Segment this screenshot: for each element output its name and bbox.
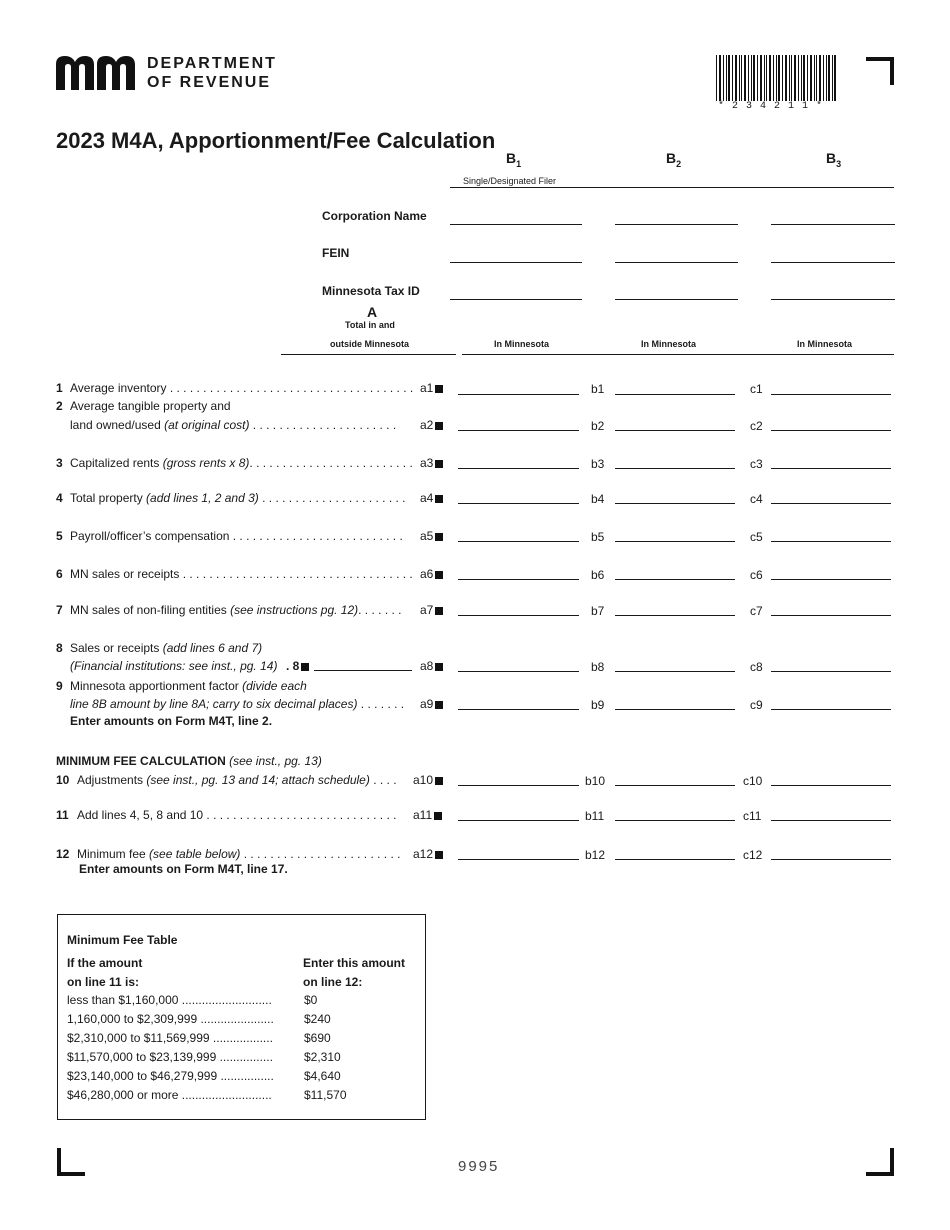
form-code: 9995	[458, 1158, 500, 1175]
line-6-a-label	[420, 567, 443, 581]
fein-b2-input[interactable]	[615, 248, 738, 263]
tax-id-b3-input[interactable]	[771, 285, 895, 300]
line-3-textc: . . . . . . . . . . . . . . . . . . . . . . . . .	[249, 456, 413, 470]
line-3-text	[70, 456, 415, 470]
line-1-text: Average inventory . . . . . . . . . . . . . . . . . . . . . . . . . . . . . . . . . . . . .	[70, 381, 414, 395]
line-4-a-code: a4	[420, 491, 434, 505]
line-12-b-label: b12	[585, 848, 606, 862]
line-12-textb: (see table below)	[149, 847, 241, 861]
line-12-b-input[interactable]	[615, 845, 735, 860]
column-b-rule	[462, 354, 894, 355]
line-4-number: 4	[56, 491, 63, 505]
line-10-a-input[interactable]	[458, 771, 579, 786]
line-12-a-code: a12	[413, 847, 434, 861]
required-marker-icon	[435, 777, 443, 785]
line-8-c-label: c8	[750, 660, 763, 674]
line-12-text2: Enter amounts on Form M4T, line 17.	[79, 862, 288, 876]
column-b-in-mn: In Minnesota	[494, 339, 550, 349]
line-8-a-input[interactable]	[458, 657, 579, 672]
line-2-text2c: . . . . . . . . . . . . . . . . . . . . . .	[249, 418, 397, 432]
tax-id-label: Minnesota Tax ID	[322, 284, 420, 298]
line-9-a-input[interactable]	[458, 695, 579, 710]
column-a-note1: Total in and	[345, 320, 395, 330]
fee-table-fee: $0	[304, 993, 318, 1007]
line-9-b-input[interactable]	[615, 695, 735, 710]
line-2-text1: Average tangible property and	[70, 399, 231, 413]
line-7-number: 7	[56, 603, 63, 617]
line-1-number: 1	[56, 381, 63, 395]
minimum-fee-heading-text: MINIMUM FEE CALCULATION	[56, 754, 226, 768]
line-10-c-input[interactable]	[771, 771, 891, 786]
line-11-a-label	[413, 808, 442, 822]
line-12-texta: Minimum fee	[77, 847, 150, 861]
fee-table-col1-header2: on line 11 is:	[67, 975, 140, 989]
line-10-a-label	[413, 773, 443, 787]
line-7-b-label: b7	[591, 604, 605, 618]
line-7-textc: . . . . . . .	[358, 603, 402, 617]
line-1-c-label: c1	[750, 382, 763, 396]
required-marker-icon	[435, 385, 443, 393]
line-2-text2b: (at original cost)	[164, 418, 250, 432]
required-marker-icon	[435, 607, 443, 615]
line-11-a-code: a11	[413, 808, 433, 822]
column-b2-header	[666, 150, 681, 169]
column-b3-sub: 3	[836, 158, 842, 169]
line-4-c-label: c4	[750, 492, 763, 506]
fee-table-range: $11,570,000 to $23,139,999 ................	[67, 1050, 273, 1064]
required-marker-icon	[435, 533, 443, 541]
fee-table-range: $46,280,000 or more ...........................	[67, 1088, 272, 1102]
corp-name-b3-input[interactable]	[771, 210, 895, 225]
line-12-a-label	[413, 847, 443, 861]
line-2-number: 2	[56, 399, 63, 413]
line-4-c-input[interactable]	[771, 489, 891, 504]
fee-table-range: 1,160,000 to $2,309,999 ......................	[67, 1012, 274, 1026]
line-6-number: 6	[56, 567, 63, 581]
line-11-text: Add lines 4, 5, 8 and 10 . . . . . . . . . . . . . . . . . . . . . . . . . . . . .	[77, 808, 397, 822]
line-11-b-input[interactable]	[615, 806, 735, 821]
line-4-text	[70, 491, 415, 505]
line-7-textb: (see instructions pg. 12)	[230, 603, 359, 617]
column-b1-letter: B	[506, 150, 517, 166]
required-marker-icon	[435, 495, 443, 503]
line-8-c-input[interactable]	[771, 657, 891, 672]
line-9-c-input[interactable]	[771, 695, 891, 710]
line-2-c-input[interactable]	[771, 416, 891, 431]
line-6-a-code: a6	[420, 567, 434, 581]
line-7-b-input[interactable]	[615, 601, 735, 616]
line-2-a-input[interactable]	[458, 416, 579, 431]
required-marker-icon	[435, 571, 443, 579]
corner-mark-top-right	[866, 57, 894, 85]
line-7-a-label	[420, 603, 443, 617]
fee-table-fee: $4,640	[304, 1069, 341, 1083]
line-6-a-input[interactable]	[458, 565, 579, 580]
line-12-text	[77, 847, 415, 861]
line-5-a-code: a5	[420, 529, 434, 543]
fee-table-col1-header1: If the amount	[67, 956, 143, 970]
line-5-c-input[interactable]	[771, 527, 891, 542]
line-4-textb: (add lines 1, 2 and 3)	[146, 491, 259, 505]
column-d-in-mn: In Minnesota	[797, 339, 853, 349]
minimum-fee-heading	[56, 754, 322, 768]
required-marker-icon	[301, 663, 309, 671]
line-5-number: 5	[56, 529, 63, 543]
line-9-text2	[70, 697, 415, 711]
minimum-fee-table	[57, 914, 426, 1120]
line-10-number: 10	[56, 773, 70, 787]
line-3-a-input[interactable]	[458, 454, 579, 469]
corner-mark-bottom-right	[866, 1148, 894, 1176]
line-10-b-label: b10	[585, 774, 606, 788]
line-7-a-code: a7	[420, 603, 434, 617]
line-1-a-code: a1	[420, 381, 434, 395]
line-5-a-label	[420, 529, 443, 543]
required-marker-icon	[435, 422, 443, 430]
tax-id-b2-input[interactable]	[615, 285, 738, 300]
fee-table-fee: $11,570	[304, 1088, 347, 1102]
fee-table-fee: $240	[304, 1012, 331, 1026]
line-4-texta: Total property	[70, 491, 147, 505]
line-8-text1b: (add lines 6 and 7)	[162, 641, 263, 655]
barcode-text: *234211*	[718, 101, 831, 112]
line-7-c-input[interactable]	[771, 601, 891, 616]
line-8-text2: (Financial institutions: see inst., pg. 14)	[70, 659, 278, 673]
barcode	[716, 55, 836, 106]
line-2-b-input[interactable]	[615, 416, 735, 431]
column-c-in-mn: In Minnesota	[641, 339, 697, 349]
column-b1-sub: 1	[516, 158, 522, 169]
line-3-b-input[interactable]	[615, 454, 735, 469]
line-8-a-label	[420, 659, 443, 673]
corp-name-b1-input[interactable]	[450, 210, 582, 225]
fee-table-row	[67, 1050, 427, 1064]
line-3-b-label: b3	[591, 457, 605, 471]
line-8-eight-label	[286, 659, 309, 673]
line-7-texta: MN sales of non-filing entities	[70, 603, 231, 617]
line-1-c-input[interactable]	[771, 380, 891, 395]
fee-table-row	[67, 1088, 427, 1102]
fee-table-row	[67, 1012, 427, 1026]
column-a-note2: outside Minnesota	[330, 339, 410, 349]
column-b2-letter: B	[666, 150, 677, 166]
column-b1-note: Single/Designated Filer	[463, 176, 557, 186]
line-12-textc: . . . . . . . . . . . . . . . . . . . . . . . .	[240, 847, 401, 861]
line-7-a-input[interactable]	[458, 601, 579, 616]
line-12-c-input[interactable]	[771, 845, 891, 860]
required-marker-icon	[435, 460, 443, 468]
line-9-c-label: c9	[750, 698, 763, 712]
fee-table-range: $2,310,000 to $11,569,999 ..................	[67, 1031, 273, 1045]
required-marker-icon	[435, 701, 443, 709]
line-1-a-label	[420, 381, 443, 395]
line-6-b-label: b6	[591, 568, 605, 582]
minimum-fee-heading-note: (see inst., pg. 13)	[229, 754, 322, 768]
fee-table-row	[67, 1069, 427, 1083]
line-9-a-code: a9	[420, 697, 434, 711]
fee-table-row	[67, 1031, 427, 1045]
line-3-number: 3	[56, 456, 63, 470]
corporation-name-label: Corporation Name	[322, 209, 427, 223]
line-11-c-input[interactable]	[771, 806, 891, 821]
line-1-b-label: b1	[591, 382, 605, 396]
fee-table-row	[67, 993, 427, 1007]
line-10-text	[77, 773, 415, 787]
line-4-b-input[interactable]	[615, 489, 735, 504]
fee-table-range: less than $1,160,000 ...........................	[67, 993, 272, 1007]
line-2-c-label: c2	[750, 419, 763, 433]
line-6-b-input[interactable]	[615, 565, 735, 580]
required-marker-icon	[435, 663, 443, 671]
tax-id-b1-input[interactable]	[450, 285, 582, 300]
line-3-texta: Capitalized rents	[70, 456, 163, 470]
line-5-b-label: b5	[591, 530, 605, 544]
line-9-text1a: Minnesota apportionment factor	[70, 679, 243, 693]
line-8-number: 8	[56, 641, 63, 655]
line-3-a-code: a3	[420, 456, 434, 470]
line-9-text1b: (divide each	[242, 679, 307, 693]
fee-table-title: Minimum Fee Table	[67, 933, 178, 947]
line-8-eight-code: . 8	[286, 659, 300, 673]
line-8-a-code: a8	[420, 659, 434, 673]
line-1-a-input[interactable]	[458, 380, 579, 395]
line-11-a-input[interactable]	[458, 806, 579, 821]
line-10-texta: Adjustments	[77, 773, 147, 787]
corp-name-b2-input[interactable]	[615, 210, 738, 225]
line-12-a-input[interactable]	[458, 845, 579, 860]
line-11-c-label: c11	[743, 809, 762, 823]
line-9-a-label	[420, 697, 443, 711]
line-8-b-label: b8	[591, 660, 605, 674]
agency-name-line2: OF REVENUE	[147, 74, 272, 91]
line-9-text2b: . . . . . . .	[357, 697, 405, 711]
line-9-b-label: b9	[591, 698, 605, 712]
line-10-c-label: c10	[743, 774, 763, 788]
line-2-b-label: b2	[591, 419, 605, 433]
header-rule	[450, 187, 894, 188]
required-marker-icon	[435, 851, 443, 859]
line-6-c-input[interactable]	[771, 565, 891, 580]
fee-table-col2-header1: Enter this amount	[303, 956, 406, 970]
fee-table-range: $23,140,000 to $46,279,999 ................	[67, 1069, 274, 1083]
line-9-text1	[70, 679, 307, 693]
fein-label: FEIN	[322, 246, 350, 260]
line-6-c-label: c6	[750, 568, 763, 582]
mn-logo	[56, 56, 136, 95]
line-10-textb: (see inst., pg. 13 and 14; attach schedule)	[146, 773, 370, 787]
line-3-c-label: c3	[750, 457, 763, 471]
line-4-b-label: b4	[591, 492, 605, 506]
line-5-c-label: c5	[750, 530, 763, 544]
line-8-text1a: Sales or receipts	[70, 641, 163, 655]
page-title: 2023 M4A, Apportionment/Fee Calculation	[56, 128, 496, 153]
line-12-c-label: c12	[743, 848, 763, 862]
line-4-textc: . . . . . . . . . . . . . . . . . . . . . .	[258, 491, 406, 505]
agency-name-line1: DEPARTMENT	[147, 55, 277, 72]
line-10-a-code: a10	[413, 773, 434, 787]
line-3-a-label	[420, 456, 443, 470]
column-b1-header	[506, 150, 521, 169]
line-2-a-label	[420, 418, 443, 432]
line-8-text1	[70, 641, 262, 655]
line-7-text	[70, 603, 415, 617]
line-2-text2a: land owned/used	[70, 418, 165, 432]
line-5-a-input[interactable]	[458, 527, 579, 542]
line-9-number: 9	[56, 679, 63, 693]
line-3-c-input[interactable]	[771, 454, 891, 469]
required-marker-icon	[434, 812, 442, 820]
line-10-textc: . . . .	[369, 773, 397, 787]
column-a-rule	[281, 354, 456, 355]
line-5-b-input[interactable]	[615, 527, 735, 542]
line-1-b-input[interactable]	[615, 380, 735, 395]
fein-b1-input[interactable]	[450, 248, 582, 263]
corner-mark-bottom-left	[57, 1148, 85, 1176]
fee-table-fee: $690	[304, 1031, 331, 1045]
line-10-b-input[interactable]	[615, 771, 735, 786]
fee-table-col2-header2: on line 12:	[303, 975, 363, 989]
column-b3-letter: B	[826, 150, 837, 166]
line-12-number: 12	[56, 847, 70, 861]
line-9-text2a: line 8B amount by line 8A; carry to six decimal places)	[70, 697, 358, 711]
line-4-a-input[interactable]	[458, 489, 579, 504]
line-11-b-label: b11	[585, 809, 605, 823]
line-6-text: MN sales or receipts . . . . . . . . . . . . . . . . . . . . . . . . . . . . . . . . . . .	[70, 567, 413, 581]
line-2-a-code: a2	[420, 418, 434, 432]
line-2-text2	[70, 418, 415, 432]
line-3-textb: (gross rents x 8)	[162, 456, 250, 470]
line-7-c-label: c7	[750, 604, 763, 618]
line-5-text: Payroll/officer’s compensation . . . . . . . . . . . . . . . . . . . . . . . . . .	[70, 529, 403, 543]
line-8-eight-input[interactable]	[314, 656, 412, 671]
column-b2-sub: 2	[676, 158, 682, 169]
column-b3-header	[826, 150, 841, 169]
fein-b3-input[interactable]	[771, 248, 895, 263]
line-9-text3: Enter amounts on Form M4T, line 2.	[70, 714, 273, 728]
column-a-header: A	[367, 304, 378, 320]
fee-table-fee: $2,310	[304, 1050, 341, 1064]
line-8-b-input[interactable]	[615, 657, 735, 672]
line-11-number: 11	[56, 808, 69, 822]
line-4-a-label	[420, 491, 443, 505]
